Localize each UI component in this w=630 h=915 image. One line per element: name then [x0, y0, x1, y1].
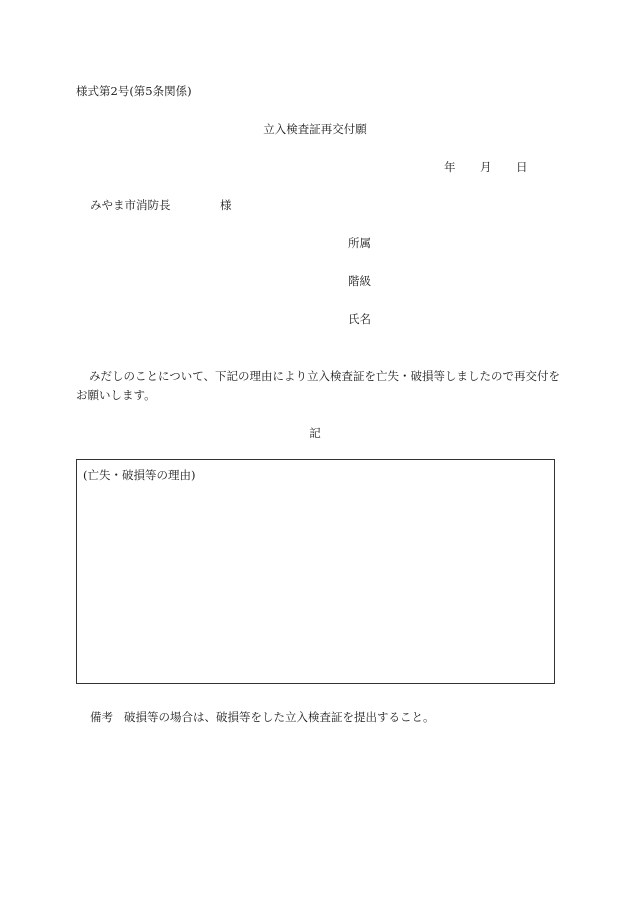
reason-box	[76, 459, 555, 684]
name-label: 氏名	[348, 312, 371, 326]
reason-box-label: (亡失・破損等の理由)	[83, 468, 196, 482]
date-day-label: 日	[516, 160, 528, 174]
body-paragraph: みだしのことについて、下記の理由により立入検査証を亡失・破損等しましたので再交付をお願いします。	[76, 369, 561, 402]
remarks-text: 破損等の場合は、破損等をした立入検査証を提出すること。	[124, 710, 435, 724]
affiliation-label: 所属	[348, 236, 371, 250]
date-year-label: 年	[444, 160, 456, 174]
date-month-label: 月	[480, 160, 492, 174]
addressee: みやま市消防長	[90, 198, 171, 212]
rank-label: 階級	[348, 274, 371, 288]
ki-heading: 記	[309, 426, 321, 440]
remarks-label: 備考	[90, 710, 113, 724]
form-number: 様式第2号(第5条関係)	[76, 84, 192, 98]
addressee-honorific: 様	[220, 198, 232, 212]
document-title: 立入検査証再交付願	[263, 122, 367, 136]
